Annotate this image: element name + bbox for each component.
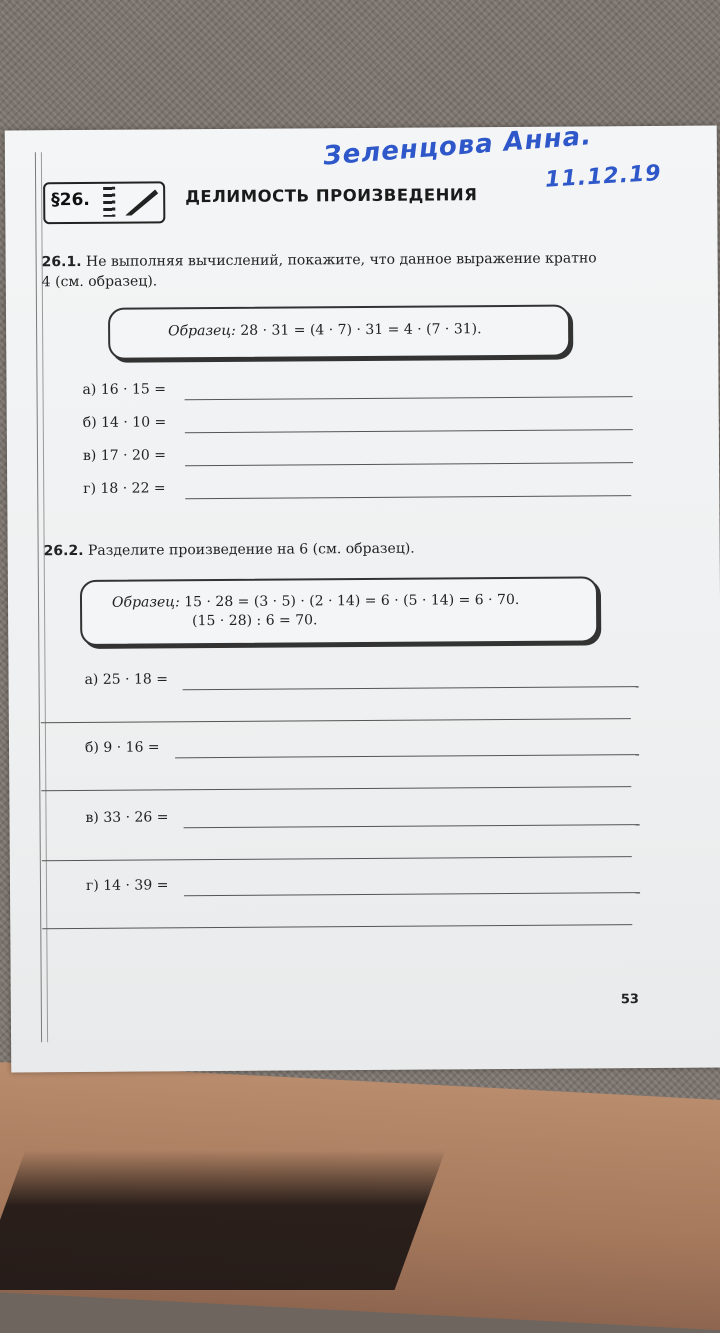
task-1-answer-line-a[interactable]: [185, 396, 633, 400]
task-1-item-a: а) 16 · 15 =: [82, 381, 167, 398]
task-1-item-b: б) 14 · 10 =: [82, 414, 167, 431]
task-1-answer-line-d[interactable]: [185, 495, 631, 499]
task-2-answer-line-a[interactable]: [183, 686, 639, 690]
task-2-sample-box: [80, 576, 598, 646]
workbook-page: [5, 121, 720, 1073]
task-1-sample-label: Образец:: [168, 322, 236, 340]
task-1-item-c: в) 17 · 20 =: [82, 447, 167, 464]
handwritten-name: Зеленцова Анна.: [322, 121, 594, 172]
task-2-answer-line-c[interactable]: [184, 824, 640, 828]
task-2-answer-line-b[interactable]: [175, 754, 639, 758]
task-2-item-b: б) 9 · 16 =: [84, 739, 160, 756]
task-1-sample-expression: 28 · 31 = (4 · 7) · 31 = 4 · (7 · 31).: [240, 321, 482, 339]
task-2-answer-line-d2[interactable]: [42, 924, 632, 929]
section-badge: [43, 181, 165, 224]
task-1-heading: [42, 248, 597, 292]
page-title: ДЕЛИМОСТЬ ПРОИЗВЕДЕНИЯ: [185, 185, 478, 207]
task-2-answer-line-a2[interactable]: [41, 718, 631, 723]
spiral-icon: [103, 187, 115, 217]
task-2-item-d: г) 14 · 39 =: [85, 877, 169, 894]
task-2-answer-line-b2[interactable]: [41, 786, 631, 791]
task-2-number: 26.2.: [43, 542, 84, 560]
task-1-text-line1: Не выполняя вычислений, покажите, что данное выражение кратно: [85, 250, 597, 270]
task-2-heading: [44, 539, 415, 562]
task-2-sample-line2: (15 · 28) : 6 = 70.: [192, 612, 318, 630]
page-number: 53: [620, 992, 639, 1008]
task-1-answer-line-c[interactable]: [185, 462, 633, 466]
task-2-item-c: в) 33 · 26 =: [85, 809, 169, 826]
task-2-sample-label: Образец:: [111, 594, 180, 611]
task-1-text-line2: 4 (см. образец).: [41, 273, 158, 291]
task-2-text: Разделите произведение на 6 (см. образец).: [87, 540, 415, 559]
task-1-number: 26.1.: [41, 253, 82, 271]
task-1-answer-line-b[interactable]: [185, 429, 633, 433]
task-2-answer-line-c2[interactable]: [42, 856, 632, 861]
task-2-item-a: а) 25 · 18 =: [84, 671, 169, 688]
task-2-answer-line-d[interactable]: [184, 892, 640, 896]
pencil-icon: [125, 187, 159, 215]
task-1-item-d: г) 18 · 22 =: [83, 480, 166, 497]
shadow: [0, 1150, 445, 1290]
task-1-sample-box: [108, 305, 570, 360]
section-number: §26.: [51, 189, 90, 211]
task-2-sample-line1: 15 · 28 = (3 · 5) · (2 · 14) = 6 · (5 · 14) = 6 · 70.: [184, 591, 520, 611]
handwritten-date: 11.12.19: [544, 160, 663, 193]
